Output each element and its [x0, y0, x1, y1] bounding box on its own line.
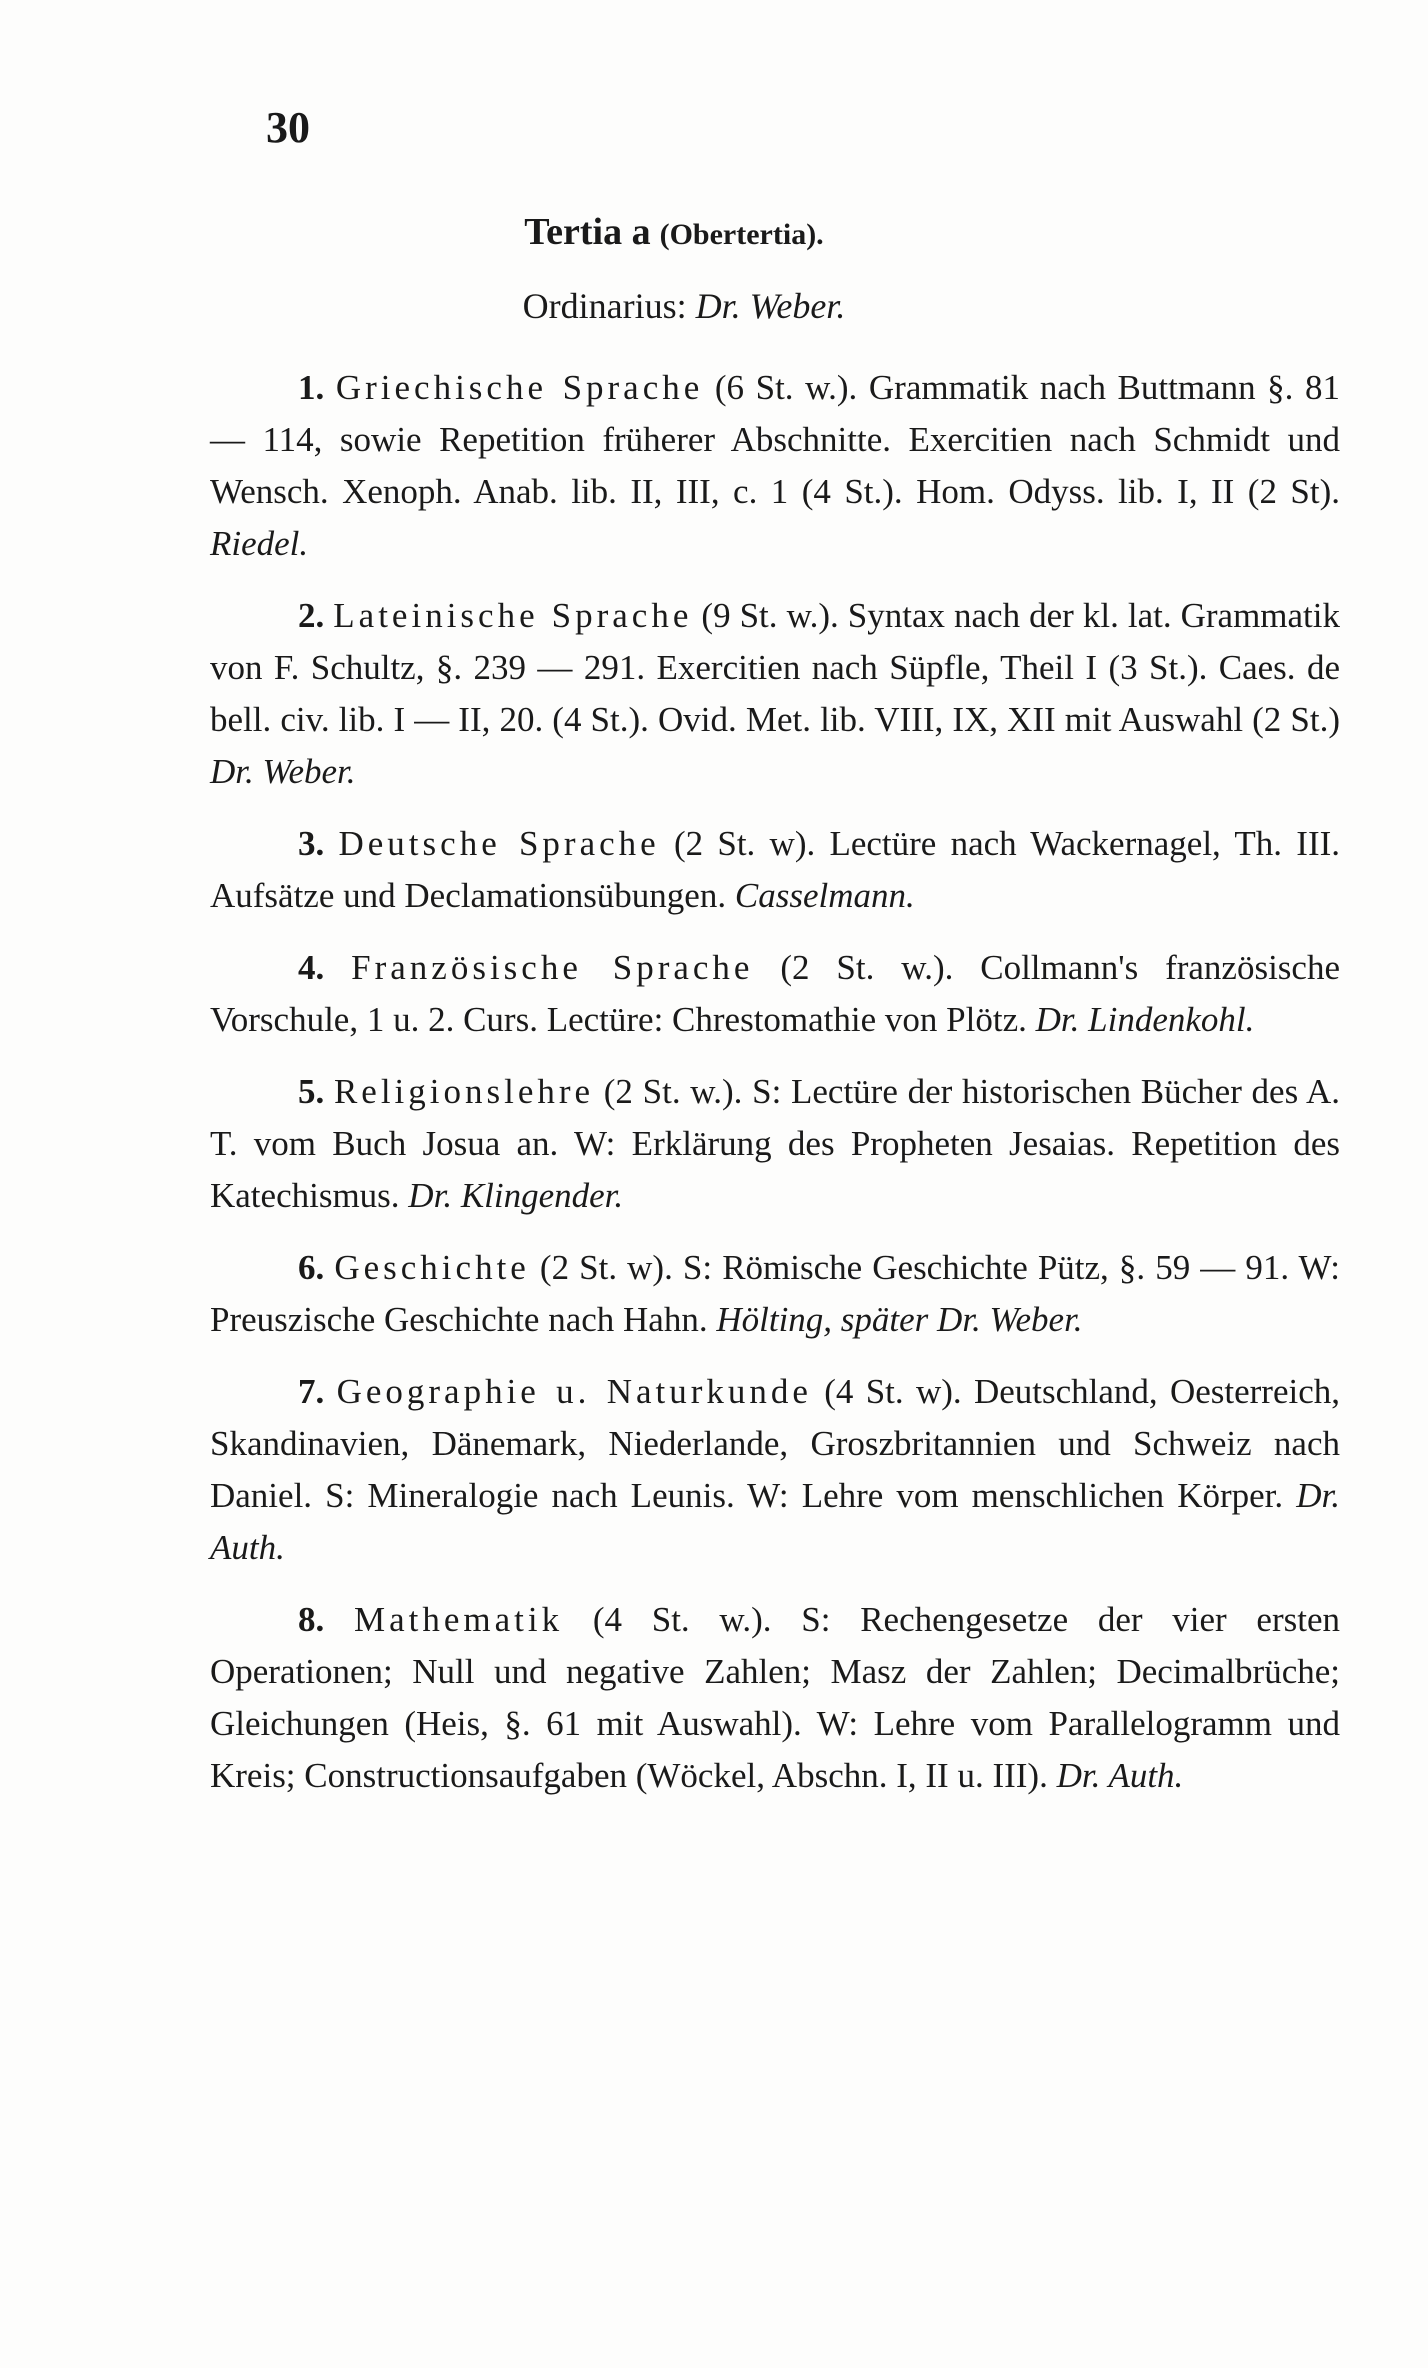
entry-number: 3. [298, 824, 325, 863]
entry-teacher: Dr. Klingender. [408, 1176, 624, 1215]
curriculum-entry-german [210, 818, 1340, 922]
entry-number: 4. [298, 948, 325, 987]
entry-subject: Geschichte [334, 1248, 530, 1287]
entry-teacher: Hölting, später Dr. Weber. [716, 1300, 1083, 1339]
entry-teacher: Casselmann. [734, 876, 915, 915]
entry-teacher: Riedel. [210, 524, 309, 563]
entry-subject: Mathematik [353, 1600, 564, 1639]
curriculum-entry-geography [210, 1366, 1340, 1574]
entry-subject: Griechische Sprache [335, 368, 704, 407]
curriculum-entry-mathematics [210, 1594, 1340, 1802]
class-title [0, 210, 1388, 254]
entry-subject: Lateinische Sprache [333, 596, 693, 635]
entry-text: (2 St. w.). S: Lectüre der historischen Bücher des A. T. vom Buch Josua an. W: Erklärung des Propheten Jesaias. Repetition des Katechismus. [210, 1072, 1341, 1215]
curriculum-entry-french [210, 942, 1340, 1046]
entry-subject: Französische Sprache [351, 948, 754, 987]
entry-text: (2 St. w.). Collmann's französische Vorschule, 1 u. 2. Curs. Lectüre: Chrestomathie von Plötz. [210, 948, 1341, 1039]
entry-teacher: Dr. Auth. [1056, 1756, 1184, 1795]
entry-subject: Religionslehre [333, 1072, 595, 1111]
curriculum-list [210, 362, 1340, 1822]
entry-text: (4 St. w). Deutschland, Oesterreich, Skandinavien, Dänemark, Niederlande, Groszbritannien und Schweiz nach Daniel. S: Mineralogie nach Leunis. W: Lehre vom menschlichen Körper. [210, 1372, 1340, 1515]
class-title-sub: (Obertertia). [659, 218, 824, 251]
entry-number: 2. [298, 596, 325, 635]
ordinarius-line [0, 285, 1398, 327]
curriculum-entry-history [210, 1242, 1340, 1346]
entry-teacher: Dr. Lindenkohl. [1035, 1000, 1255, 1039]
entry-subject: Deutsche Sprache [338, 824, 660, 863]
entry-text: (9 St. w.). Syntax nach der kl. lat. Grammatik von F. Schultz, §. 239 — 291. Exercitien nach Süpfle, Theil I (3 St.). Caes. de bell. civ. lib. I — II, 20. (4 St.). Ovid. Met. lib. VIII, IX, XII mit Auswahl (2 St.) [210, 596, 1341, 739]
entry-number: 1. [298, 368, 325, 407]
entry-teacher: Dr. Weber. [210, 752, 356, 791]
class-title-main: Tertia a [524, 211, 651, 253]
curriculum-entry-latin [210, 590, 1340, 798]
entry-text: (6 St. w.). Grammatik nach Buttmann §. 81 — 114, sowie Repetition früherer Abschnitte. Exercitien nach Schmidt und Wensch. Xenoph. Anab. lib. II, III, c. 1 (4 St.). Hom. Odyss. lib. I, II (2 St). [210, 368, 1340, 511]
entry-text: (4 St. w.). S: Rechengesetze der vier ersten Operationen; Null und negative Zahlen; Masz der Zahlen; Decimalbrüche; Gleichungen (Heis, §. 61 mit Auswahl). W: Lehre vom Parallelogramm und Kreis; Constructionsaufgaben (Wöckel, Abschn. I, II u. III). [210, 1600, 1340, 1795]
entry-subject: Geographie u. Naturkunde [336, 1372, 812, 1411]
ordinarius-label: Ordinarius: [522, 286, 687, 326]
entry-number: 7. [298, 1372, 325, 1411]
entry-text: (2 St. w). S: Römische Geschichte Pütz, §. 59 — 91. W: Preuszische Geschichte nach Hahn. [210, 1248, 1341, 1339]
curriculum-entry-greek [210, 362, 1340, 570]
entry-number: 6. [298, 1248, 325, 1287]
page-number: 30 [266, 103, 310, 152]
entry-text: (2 St. w). Lectüre nach Wackernagel, Th. III. Aufsätze und Declamationsübungen. [210, 824, 1341, 915]
curriculum-entry-religion [210, 1066, 1340, 1222]
entry-number: 5. [298, 1072, 325, 1111]
entry-teacher: Dr. Auth. [210, 1476, 1340, 1567]
ordinarius-name: Dr. Weber. [695, 286, 846, 326]
entry-number: 8. [298, 1600, 325, 1639]
